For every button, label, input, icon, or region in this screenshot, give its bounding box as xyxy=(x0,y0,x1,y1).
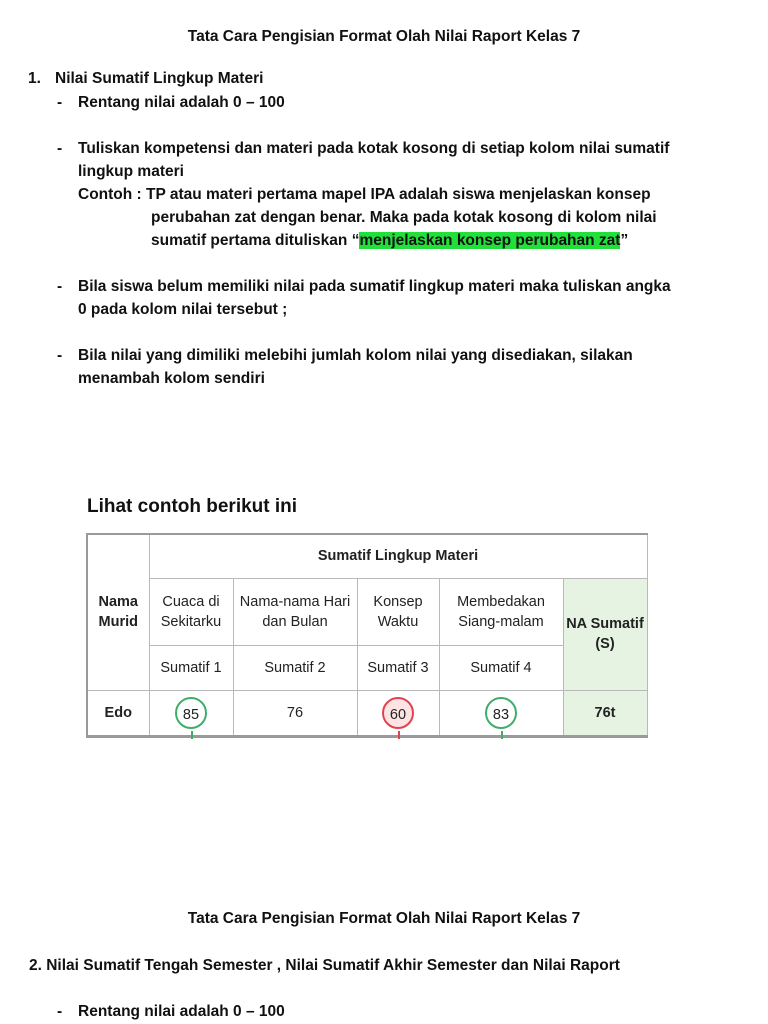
score-cell xyxy=(357,690,439,736)
bullet-zero-line1: Bila siswa belum memiliki nilai pada sumatif lingkup materi maka tuliskan angka xyxy=(78,278,671,295)
page-title: Tata Cara Pengisian Format Olah Nilai Raport Kelas 7 xyxy=(187,28,581,45)
group-header: Sumatif Lingkup Materi xyxy=(149,534,647,578)
example-table xyxy=(86,533,648,738)
score-cell: 76 xyxy=(233,690,357,736)
bullet-dash: - xyxy=(57,1003,63,1020)
section-number: 1. xyxy=(28,70,41,87)
section-heading: Nilai Sumatif Lingkup Materi xyxy=(55,70,264,87)
student-name: Edo xyxy=(87,690,149,736)
bullet-dash: - xyxy=(57,347,63,364)
sumatif-label: Sumatif 1 xyxy=(149,645,233,690)
bullet-competency-line1: Tuliskan kompetensi dan materi pada kotak kosong di setiap kolom nilai sumatif xyxy=(78,140,670,157)
red-circle-score: 60 xyxy=(382,697,414,729)
na-sumatif-value: 76t xyxy=(563,690,647,736)
sumatif-label: Sumatif 3 xyxy=(357,645,439,690)
bullet-extra-columns-line2: menambah kolom sendiri xyxy=(78,370,265,387)
score-cell xyxy=(439,690,563,736)
bullet-dash: - xyxy=(57,94,63,111)
nama-murid-header: Nama Murid xyxy=(87,534,149,690)
sumatif-label: Sumatif 2 xyxy=(233,645,357,690)
topic-header: Konsep Waktu xyxy=(357,578,439,645)
bullet-dash: - xyxy=(57,140,63,157)
example-line1: Contoh : TP atau materi pertama mapel IPA adalah siswa menjelaskan konsep xyxy=(78,186,651,203)
sumatif-label: Sumatif 4 xyxy=(439,645,563,690)
topic-header: Cuaca di Sekitarku xyxy=(149,578,233,645)
bullet-zero-line2: 0 pada kolom nilai tersebut ; xyxy=(78,301,288,318)
example-line3: sumatif pertama dituliskan “menjelaskan konsep perubahan zat” xyxy=(151,232,629,249)
example-heading: Lihat contoh berikut ini xyxy=(87,496,298,517)
bullet-competency-line2: lingkup materi xyxy=(78,163,184,180)
topic-header: Nama-nama Hari dan Bulan xyxy=(233,578,357,645)
page2-title: Tata Cara Pengisian Format Olah Nilai Raport Kelas 7 xyxy=(187,910,581,927)
bullet-range: Rentang nilai adalah 0 – 100 xyxy=(78,94,285,111)
bullet-range-2: Rentang nilai adalah 0 – 100 xyxy=(78,1003,285,1020)
na-sumatif-header: NA Sumatif (S) xyxy=(563,578,647,690)
topic-header: Membedakan Siang-malam xyxy=(439,578,563,645)
example-line2: perubahan zat dengan benar. Maka pada kotak kosong di kolom nilai xyxy=(151,209,657,226)
section2-heading: 2. Nilai Sumatif Tengah Semester , Nilai Sumatif Akhir Semester dan Nilai Raport xyxy=(29,957,620,974)
highlighted-text: menjelaskan konsep perubahan zat xyxy=(359,232,621,249)
green-circle-score: 83 xyxy=(485,697,517,729)
table-row xyxy=(87,690,647,736)
score-cell xyxy=(149,690,233,736)
green-circle-score: 85 xyxy=(175,697,207,729)
bullet-extra-columns-line1: Bila nilai yang dimiliki melebihi jumlah kolom nilai yang disediakan, silakan xyxy=(78,347,633,364)
bullet-dash: - xyxy=(57,278,63,295)
